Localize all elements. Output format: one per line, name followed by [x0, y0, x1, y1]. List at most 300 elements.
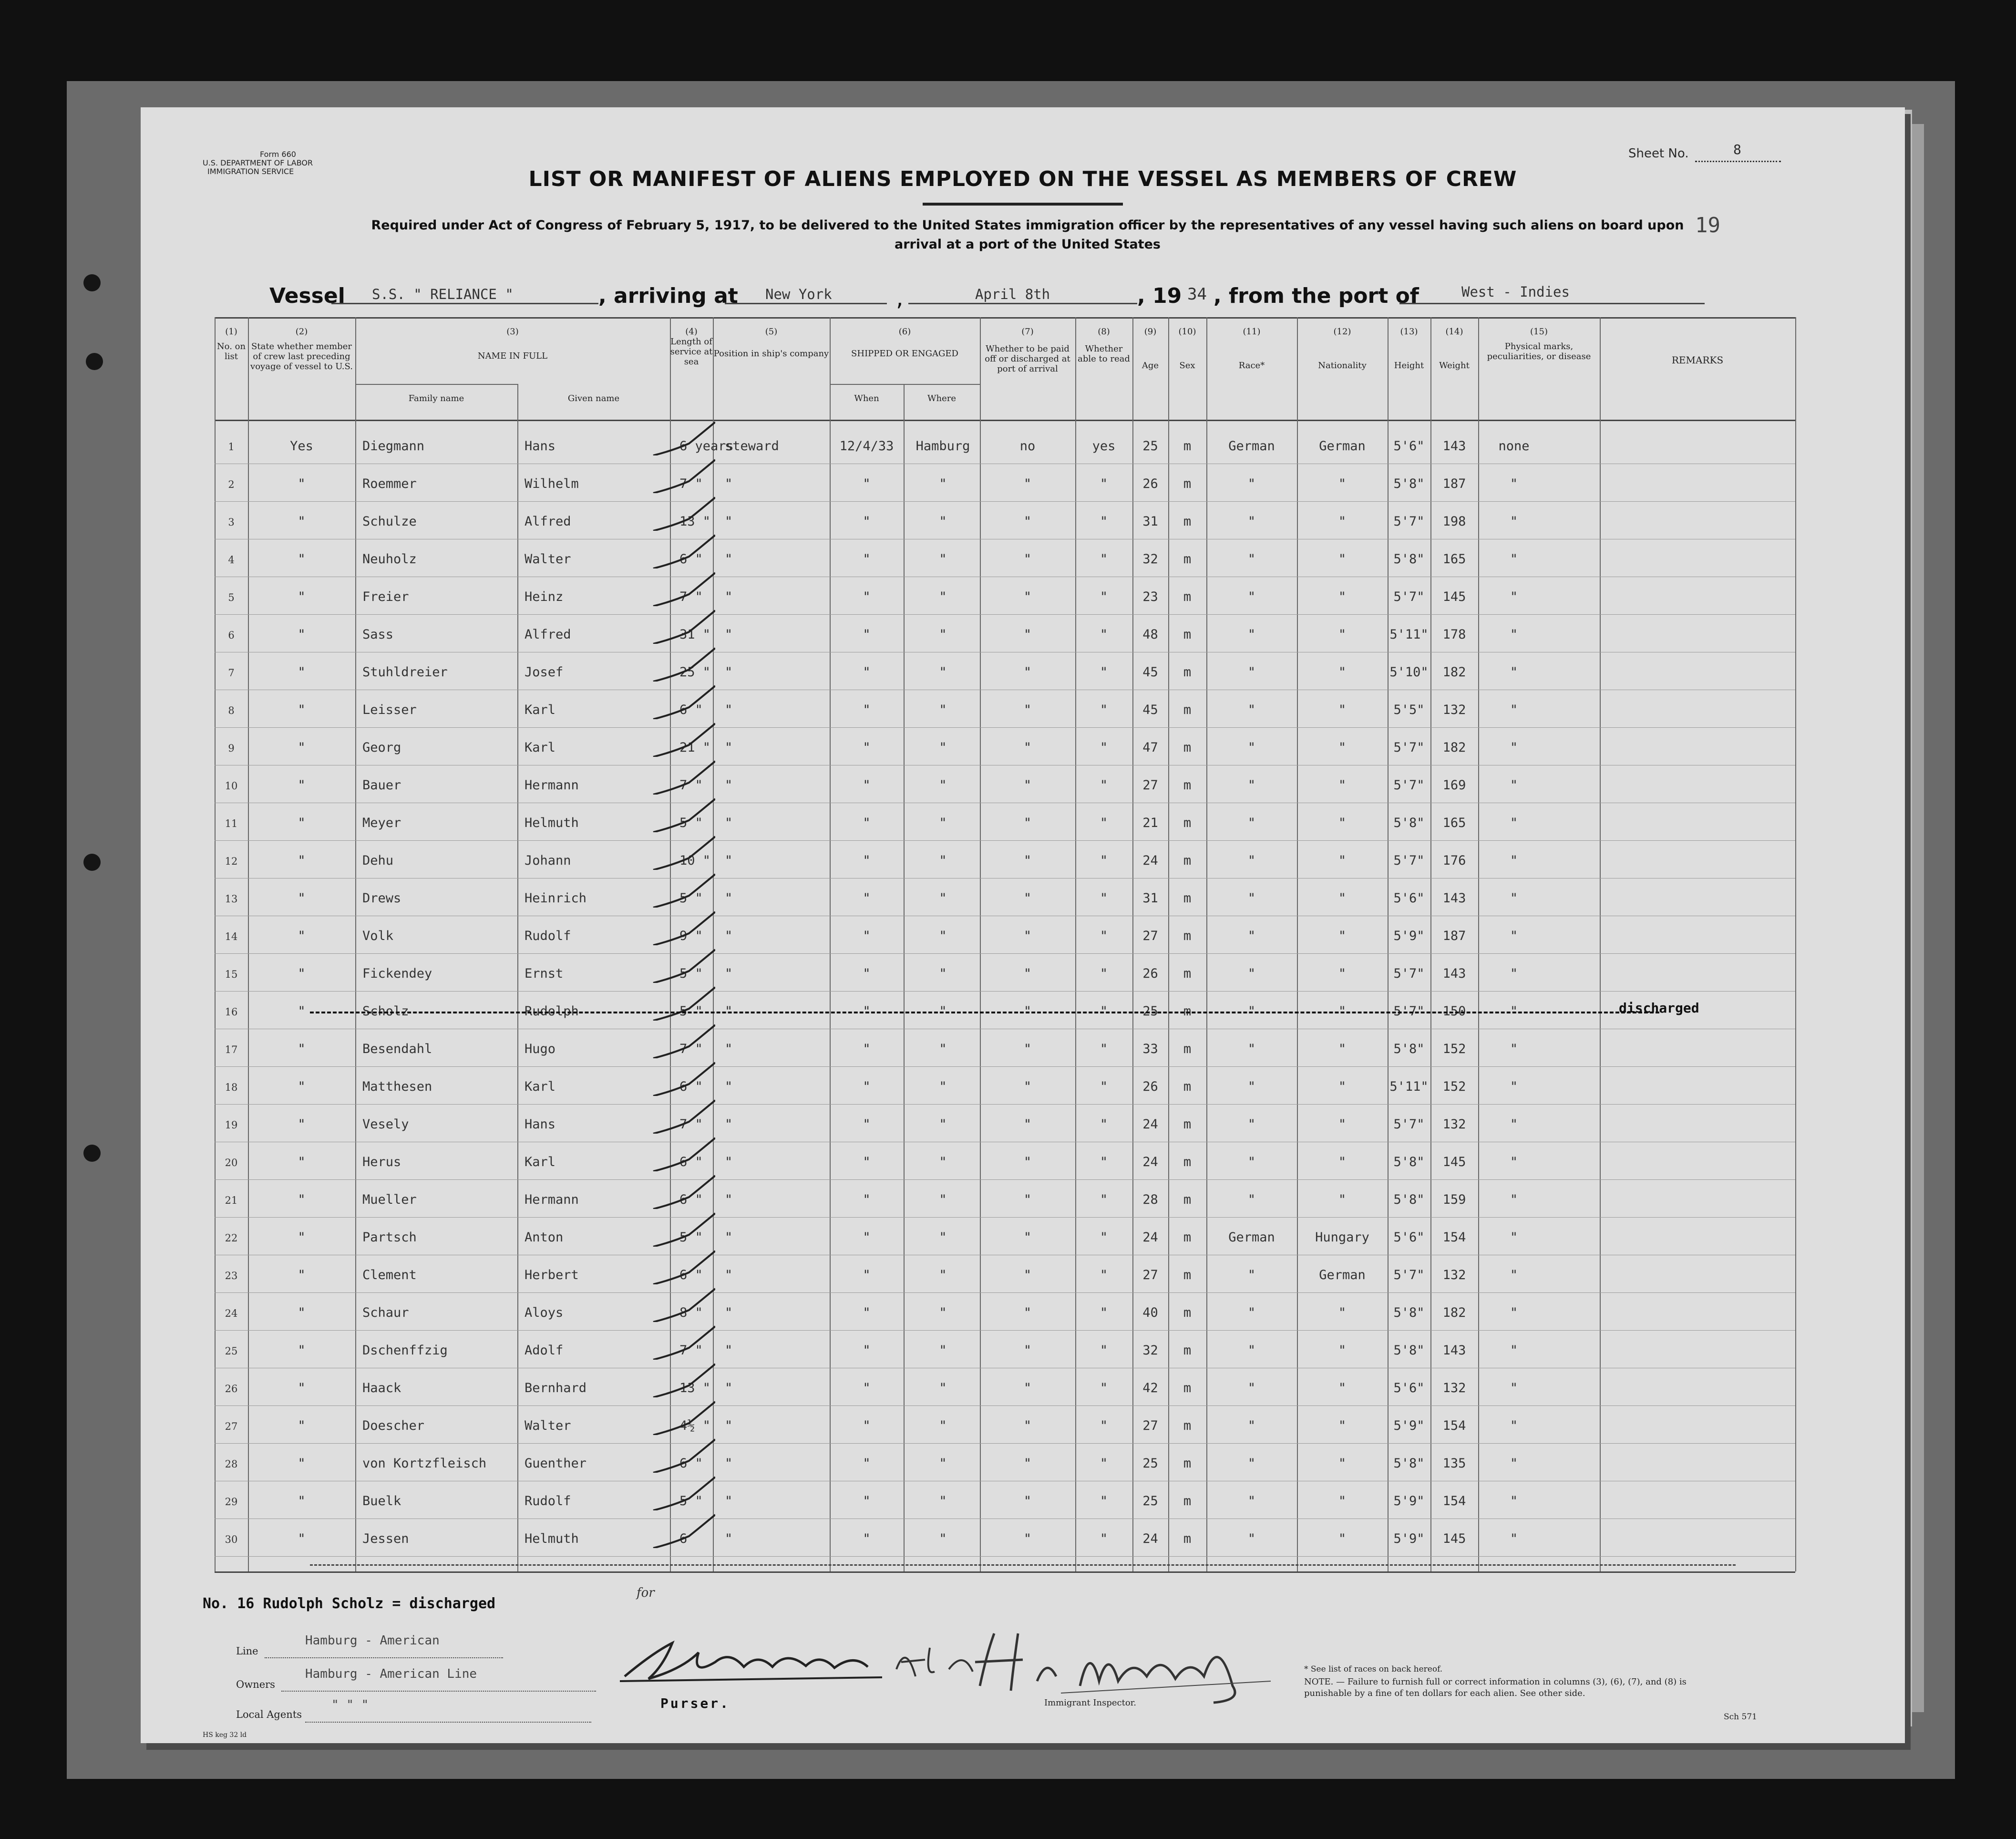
cell-age: 26 [1142, 966, 1158, 981]
cell-family: Georg [362, 740, 401, 755]
cell-sex: m [1183, 476, 1192, 491]
cell-when: " [863, 1117, 871, 1132]
cell-nat: " [1338, 1042, 1347, 1056]
check-mark-icon [644, 568, 715, 606]
cell-race: " [1247, 740, 1256, 755]
cell-age: 26 [1142, 1079, 1158, 1094]
grid-line [215, 1571, 1795, 1573]
cell-given: Hans [525, 1117, 556, 1132]
check-mark-icon [644, 1435, 715, 1473]
cell-family: Partsch [362, 1230, 417, 1245]
cell-where: " [939, 1381, 947, 1395]
cell-paid: " [1023, 1117, 1032, 1132]
cell-height: 5'8" [1393, 1042, 1425, 1056]
cell-age: 42 [1142, 1381, 1158, 1395]
cell-no: 19 [225, 1119, 238, 1131]
cell-service: 6 " [679, 1079, 703, 1094]
vessel-label: Vessel [269, 284, 345, 308]
col6-header [830, 327, 980, 359]
cell-position: " [725, 1381, 733, 1395]
cell-no: 16 [225, 1006, 238, 1018]
cell-service: 5 " [679, 891, 703, 906]
cell-paid: " [1023, 1268, 1032, 1282]
cell-when: " [863, 1079, 871, 1094]
cell-nat: " [1338, 627, 1347, 642]
cell-age: 32 [1142, 1343, 1158, 1358]
cell-given: Alfred [525, 514, 571, 529]
cell-paid: " [1023, 1305, 1032, 1320]
cell-where: " [939, 740, 947, 755]
cell-no: 25 [225, 1345, 238, 1357]
row-rule [215, 1104, 1795, 1105]
cell-family: Buelk [362, 1494, 401, 1508]
cell-height: 5'10" [1389, 665, 1429, 680]
cell-read: " [1100, 1230, 1108, 1245]
cell-given: Karl [525, 1079, 556, 1094]
cell-when: " [863, 966, 871, 981]
cell-given: Heinrich [525, 891, 587, 906]
cell-when: " [863, 589, 871, 604]
cell-read: " [1100, 1117, 1108, 1132]
cell-race: " [1247, 1305, 1256, 1320]
cell-when: " [863, 1230, 871, 1245]
cell-height: 5'7" [1393, 966, 1425, 981]
cell-marks: " [1510, 1456, 1518, 1471]
inspector-label: Immigrant Inspector. [1044, 1698, 1137, 1708]
cell-height: 5'11" [1389, 1079, 1429, 1094]
cell-service: 6 " [679, 1268, 703, 1282]
col-num: (7) [1021, 327, 1034, 337]
cell-nat: " [1338, 816, 1347, 830]
cell-marks: " [1510, 1305, 1518, 1320]
cell-no: 26 [225, 1383, 238, 1395]
cell-family: Haack [362, 1381, 401, 1395]
cell-marks: " [1510, 966, 1518, 981]
cell-when: " [863, 1155, 871, 1169]
line-underline [265, 1657, 503, 1658]
line-label: Line [236, 1645, 258, 1657]
cell-height: 5'9" [1393, 1418, 1425, 1433]
cell-prev: " [298, 589, 306, 604]
cell-prev: " [298, 816, 306, 830]
cell-service: 6 years [679, 439, 734, 454]
cell-marks: " [1510, 1192, 1518, 1207]
cell-race: " [1247, 1531, 1256, 1546]
cell-paid: " [1023, 853, 1032, 868]
cell-marks: " [1510, 1079, 1518, 1094]
cell-marks: " [1510, 1004, 1518, 1019]
check-mark-icon [644, 1020, 715, 1058]
vessel-line [331, 303, 598, 304]
cell-position: " [725, 552, 733, 567]
cell-weight: 165 [1442, 816, 1466, 830]
cell-height: 5'8" [1393, 1305, 1425, 1320]
cell-service: 5 " [679, 816, 703, 830]
cell-race: " [1247, 589, 1256, 604]
cell-marks: " [1510, 1418, 1518, 1433]
cell-race: " [1247, 1268, 1256, 1282]
cell-given: Hermann [525, 778, 579, 793]
cell-height: 5'11" [1389, 627, 1429, 642]
cell-when: " [863, 627, 871, 642]
col5-header [713, 327, 830, 359]
cell-family: Doescher [362, 1418, 425, 1433]
cell-race: " [1247, 1418, 1256, 1433]
col-num: (10) [1178, 327, 1196, 337]
cell-prev: " [298, 514, 306, 529]
page-subtitle: Required under Act of Congress of February 5, 1917, to be delivered to the United States immigration officer by the representatives of any vessel having such aliens on board upon arrival at a port of the United States [371, 218, 1684, 252]
cell-family: Freier [362, 589, 409, 604]
cell-given: Karl [525, 740, 556, 755]
cell-paid: " [1023, 740, 1032, 755]
check-mark-icon [644, 643, 715, 682]
check-mark-icon [644, 1510, 715, 1548]
cell-age: 27 [1142, 1268, 1158, 1282]
cell-service: 6 " [679, 1456, 703, 1471]
cell-family: Dschenffzig [362, 1343, 448, 1358]
cell-paid: " [1023, 1418, 1032, 1433]
cell-where: " [939, 627, 947, 642]
check-mark-icon [644, 794, 715, 832]
races-note: * See list of races on back hereof. [1304, 1664, 1443, 1674]
cell-position: " [725, 966, 733, 981]
cell-where: " [939, 1494, 947, 1508]
cell-no: 24 [225, 1308, 238, 1319]
cell-where: " [939, 1004, 947, 1019]
cell-position: " [725, 740, 733, 755]
cell-weight: 154 [1442, 1494, 1466, 1508]
cell-service: 10 " [679, 853, 711, 868]
cell-race: " [1247, 1456, 1256, 1471]
cell-family: Mueller [362, 1192, 417, 1207]
cell-weight: 178 [1442, 627, 1466, 642]
cell-prev: " [298, 1494, 306, 1508]
cell-height: 5'8" [1393, 816, 1425, 830]
cell-nat: " [1338, 1343, 1347, 1358]
cell-weight: 182 [1442, 1305, 1466, 1320]
cell-nat: " [1338, 476, 1347, 491]
check-mark-icon [644, 493, 715, 531]
col11-header [1206, 327, 1297, 371]
cell-sex: m [1183, 1079, 1192, 1094]
cell-no: 4 [228, 554, 235, 566]
cell-position: " [725, 1230, 733, 1245]
form-number: Form 660 [260, 150, 296, 159]
cell-age: 28 [1142, 1192, 1158, 1207]
cell-paid: no [1019, 439, 1036, 454]
grid-line [215, 420, 1795, 421]
cell-race: " [1247, 1494, 1256, 1508]
cell-read: " [1100, 1192, 1108, 1207]
cell-sex: m [1183, 1155, 1192, 1169]
cell-family: Clement [362, 1268, 417, 1282]
fine-note: NOTE. — Failure to furnish full or correct information in columns (3), (6), (7), and (8) is punishable by a fine of ten dollars for each alien. See other side. [1304, 1677, 1687, 1698]
check-mark-icon [644, 1095, 715, 1134]
cell-race: " [1247, 552, 1256, 567]
cell-weight: 143 [1442, 966, 1466, 981]
cell-when: " [863, 1418, 871, 1433]
cell-weight: 182 [1442, 740, 1466, 755]
cell-service: 13 " [679, 1381, 711, 1395]
cell-weight: 132 [1442, 1381, 1466, 1395]
cell-age: 24 [1142, 1230, 1158, 1245]
title-rule [923, 203, 1123, 206]
cell-sex: m [1183, 1117, 1192, 1132]
cell-no: 14 [225, 931, 238, 942]
cell-read: " [1100, 1456, 1108, 1471]
inspector-signature [966, 1614, 1299, 1705]
cell-service: 6 " [679, 703, 703, 717]
col15-header [1478, 327, 1600, 362]
check-mark-icon [644, 719, 715, 757]
cell-age: 25 [1142, 1456, 1158, 1471]
cell-weight: 132 [1442, 1268, 1466, 1282]
cell-no: 17 [225, 1044, 238, 1055]
cell-nat: " [1338, 1079, 1347, 1094]
cell-prev: " [298, 1305, 306, 1320]
cell-marks: " [1510, 1381, 1518, 1395]
cell-weight: 159 [1442, 1192, 1466, 1207]
cell-given: Hugo [525, 1042, 556, 1056]
cell-when: " [863, 514, 871, 529]
cell-family: Herus [362, 1155, 401, 1169]
check-mark-icon [644, 832, 715, 870]
cell-family: Besendahl [362, 1042, 432, 1056]
cell-read: " [1100, 1042, 1108, 1056]
cell-position: " [725, 1004, 733, 1019]
col-num: (13) [1400, 327, 1418, 337]
arriving-port: New York [765, 286, 832, 302]
cell-position: " [725, 665, 733, 680]
cell-nat: " [1338, 665, 1347, 680]
col-num: (15) [1530, 327, 1548, 337]
cell-sex: m [1183, 740, 1192, 755]
cell-where: " [939, 929, 947, 943]
cell-paid: " [1023, 476, 1032, 491]
cell-sex: m [1183, 1456, 1192, 1471]
cell-given: Heinz [525, 589, 564, 604]
col-label: Whether able to read [1078, 344, 1130, 364]
cell-marks: " [1510, 1343, 1518, 1358]
cell-given: Bernhard [525, 1381, 587, 1395]
page-title: LIST OR MANIFEST OF ALIENS EMPLOYED ON THE VESSEL AS MEMBERS OF CREW [528, 167, 1517, 191]
cell-sex: m [1183, 1494, 1192, 1508]
cell-when: " [863, 1494, 871, 1508]
cell-prev: " [298, 1381, 306, 1395]
cell-where: " [939, 1117, 947, 1132]
cell-given: Helmuth [525, 816, 579, 830]
col-num: (4) [685, 327, 698, 337]
cell-height: 5'7" [1393, 778, 1425, 793]
cell-read: " [1100, 740, 1108, 755]
check-mark-icon [644, 606, 715, 644]
grid-line [904, 384, 905, 1571]
cell-age: 25 [1142, 439, 1158, 454]
cell-weight: 182 [1442, 665, 1466, 680]
cell-family: Bauer [362, 778, 401, 793]
cell-prev: " [298, 1042, 306, 1056]
cell-where: " [939, 665, 947, 680]
cell-no: 29 [225, 1496, 238, 1508]
row-rule [215, 1443, 1795, 1444]
cell-paid: " [1023, 1155, 1032, 1169]
cell-height: 5'7" [1393, 589, 1425, 604]
cell-marks: " [1510, 1494, 1518, 1508]
check-mark-icon [644, 681, 715, 719]
check-mark-icon [644, 1397, 715, 1435]
cell-height: 5'8" [1393, 552, 1425, 567]
cell-marks: " [1510, 816, 1518, 830]
col-label: Whether to be paid off or discharged at port of arrival [985, 344, 1070, 374]
year-suffix: 34 [1187, 285, 1207, 304]
cell-when: " [863, 665, 871, 680]
cell-prev: " [298, 665, 306, 680]
cell-when: " [863, 1004, 871, 1019]
cell-sex: m [1183, 816, 1192, 830]
cell-no: 13 [225, 893, 238, 905]
row-rule [215, 1217, 1795, 1218]
cell-sex: m [1183, 703, 1192, 717]
cell-sex: m [1183, 966, 1192, 981]
cell-when: " [863, 778, 871, 793]
cell-weight: 143 [1442, 891, 1466, 906]
cell-nat: " [1338, 891, 1347, 906]
cell-position: " [725, 929, 733, 943]
cell-weight: 145 [1442, 1531, 1466, 1546]
cell-sex: m [1183, 929, 1192, 943]
cell-paid: " [1023, 627, 1032, 642]
col-label: No. on list [216, 341, 246, 362]
cell-position: " [725, 1343, 733, 1358]
cell-given: Rudolph [525, 1004, 579, 1019]
cell-weight: 176 [1442, 853, 1466, 868]
cell-nat: German [1319, 1268, 1366, 1282]
given-name-header: Given name [567, 393, 620, 403]
cell-height: 5'8" [1393, 1155, 1425, 1169]
col-num: (1) [225, 327, 237, 337]
cell-where: " [939, 1192, 947, 1207]
cell-sex: m [1183, 552, 1192, 567]
cell-given: Hermann [525, 1192, 579, 1207]
cell-service: 13 " [679, 514, 711, 529]
check-mark-icon [644, 1246, 715, 1284]
col-label: Sex [1179, 361, 1195, 371]
agents-label: Local Agents [236, 1709, 302, 1720]
cell-race: " [1247, 703, 1256, 717]
col1-header [215, 327, 248, 362]
cell-marks: " [1510, 1268, 1518, 1282]
cell-age: 24 [1142, 1531, 1158, 1546]
cell-age: 23 [1142, 589, 1158, 604]
vessel-name: S.S. " RELIANCE " [372, 286, 514, 302]
binder-hole [83, 1145, 101, 1162]
cell-service: 5 " [679, 966, 703, 981]
cell-race: " [1247, 1079, 1256, 1094]
strike-through-line [310, 1012, 1659, 1013]
cell-no: 7 [228, 667, 235, 679]
cell-when: 12/4/33 [839, 439, 894, 454]
grid-line [355, 384, 517, 385]
cell-age: 31 [1142, 891, 1158, 906]
cell-given: Helmuth [525, 1531, 579, 1546]
cell-service: 8 " [679, 1305, 703, 1320]
cell-read: " [1100, 816, 1108, 830]
cell-no: 18 [225, 1082, 238, 1093]
cell-paid: " [1023, 1531, 1032, 1546]
cell-nat: " [1338, 703, 1347, 717]
cell-given: Karl [525, 1155, 556, 1169]
cell-given: Walter [525, 552, 571, 567]
cell-nat: " [1338, 1456, 1347, 1471]
cell-marks: " [1510, 929, 1518, 943]
col-label: Nationality [1318, 361, 1367, 371]
discharge-note: No. 16 Rudolph Scholz = discharged [203, 1595, 496, 1612]
cell-paid: " [1023, 1079, 1032, 1094]
cell-race: " [1247, 514, 1256, 529]
cell-sex: m [1183, 1268, 1192, 1282]
cell-height: 5'6" [1393, 891, 1425, 906]
check-mark-icon [644, 869, 715, 908]
cell-position: " [725, 1117, 733, 1132]
cell-given: Adolf [525, 1343, 564, 1358]
cell-prev: " [298, 1117, 306, 1132]
cell-where: " [939, 1155, 947, 1169]
cell-where: " [939, 552, 947, 567]
cell-given: Walter [525, 1418, 571, 1433]
col-label: Age [1142, 361, 1159, 371]
col2-header [250, 327, 353, 372]
cell-paid: " [1023, 514, 1032, 529]
cell-position: " [725, 1268, 733, 1282]
col-label: Position in ship's company [713, 349, 829, 359]
cell-prev: " [298, 740, 306, 755]
cell-weight: 165 [1442, 552, 1466, 567]
cell-service: 6 " [679, 1192, 703, 1207]
cell-height: 5'9" [1393, 1494, 1425, 1508]
cell-family: Jessen [362, 1531, 409, 1546]
cell-position: " [725, 514, 733, 529]
cell-nat: " [1338, 514, 1347, 529]
cell-prev: " [298, 1192, 306, 1207]
cell-family: Neuholz [362, 552, 417, 567]
cell-when: " [863, 703, 871, 717]
cell-prev: " [298, 853, 306, 868]
cell-where: " [939, 891, 947, 906]
cell-service: 9 " [679, 929, 703, 943]
cell-prev: " [298, 1531, 306, 1546]
cell-marks: " [1510, 778, 1518, 793]
cell-service: 21 " [679, 740, 711, 755]
cell-position: " [725, 1494, 733, 1508]
cell-marks: " [1510, 1531, 1518, 1546]
cell-age: 32 [1142, 552, 1158, 567]
cell-where: " [939, 816, 947, 830]
cell-family: Stuhldreier [362, 665, 448, 680]
cell-marks: none [1498, 439, 1530, 454]
family-name-header: Family name [408, 393, 464, 403]
col8-header [1075, 327, 1132, 364]
row-rule [215, 1292, 1795, 1293]
cell-weight: 152 [1442, 1079, 1466, 1094]
cell-where: " [939, 1305, 947, 1320]
cell-age: 27 [1142, 778, 1158, 793]
cell-sex: m [1183, 891, 1192, 906]
check-mark-icon [644, 455, 715, 493]
cell-race: " [1247, 1004, 1256, 1019]
cell-height: 5'6" [1393, 1381, 1425, 1395]
from-port: West - Indies [1461, 284, 1570, 300]
col14-header [1430, 327, 1478, 371]
